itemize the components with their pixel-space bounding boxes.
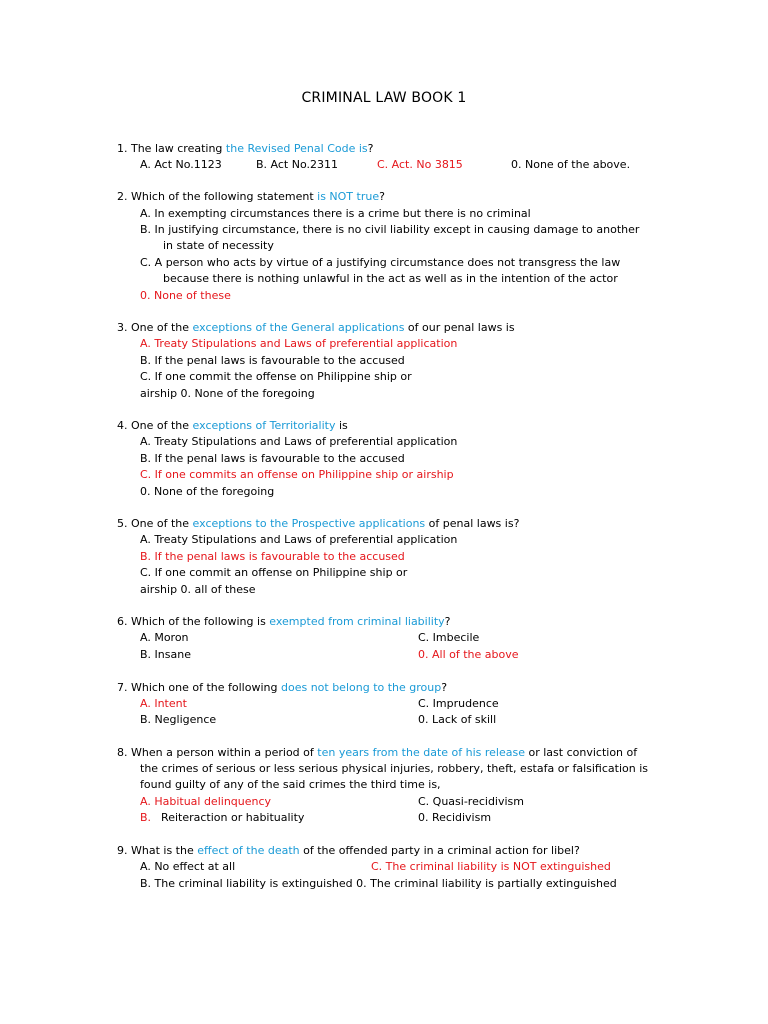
q6-option-a: A. Moron xyxy=(140,631,189,644)
question-3-end: of our penal laws is xyxy=(404,321,515,334)
q2-option-b-line2: in state of necessity xyxy=(163,239,274,252)
q7-option-d: 0. Lack of skill xyxy=(418,713,497,726)
question-5-end: of penal laws is? xyxy=(425,517,520,530)
question-2 xyxy=(117,190,385,204)
question-1 xyxy=(117,142,373,156)
q4-option-d: 0. None of the foregoing xyxy=(140,485,275,498)
q8-option-d: 0. Recidivism xyxy=(418,811,492,824)
q9-option-a: A. No effect at all xyxy=(140,860,236,873)
q3-option-a-answer: A. Treaty Stipulations and Laws of preferential application xyxy=(140,337,458,350)
question-4-highlight: exceptions of Territoriality xyxy=(192,419,336,432)
question-8-end: or last conviction of xyxy=(525,746,638,759)
question-5-highlight: exceptions to the Prospective applications xyxy=(192,517,426,530)
question-3 xyxy=(117,321,515,335)
q2-option-c-line2: because there is nothing unlawful in the act as well as in the intention of the actor xyxy=(163,272,618,285)
question-6-end: ? xyxy=(444,615,451,628)
q8-option-b-text: Reiteraction or habituality xyxy=(161,811,305,824)
question-7-text: 7. Which one of the following xyxy=(117,681,281,694)
q6-option-d-answer: 0. All of the above xyxy=(418,648,519,661)
q9-option-c-answer: C. The criminal liability is NOT extinguished xyxy=(371,860,611,873)
q1-option-b: B. Act No.2311 xyxy=(256,158,338,171)
question-3-text: 3. One of the xyxy=(117,321,193,334)
q5-option-a: A. Treaty Stipulations and Laws of preferential application xyxy=(140,533,458,546)
question-9-highlight: effect of the death xyxy=(197,844,300,857)
q8-option-a-answer: A. Habitual delinquency xyxy=(140,795,272,808)
question-1-highlight: the Revised Penal Code is xyxy=(225,142,368,155)
question-5 xyxy=(117,517,519,531)
q3-option-c-line1: C. If one commit the offense on Philippine ship or xyxy=(140,370,412,383)
q5-option-c-line2: airship 0. all of these xyxy=(140,583,256,596)
question-7 xyxy=(117,681,447,695)
question-8-line2: the crimes of serious or less serious physical injuries, robbery, theft, estafa or falsification is xyxy=(140,762,648,775)
page-title: CRIMINAL LAW BOOK 1 xyxy=(301,90,467,106)
q9-option-b-d: B. The criminal liability is extinguished 0. The criminal liability is partially extinguished xyxy=(140,877,617,890)
q5-option-b-answer: B. If the penal laws is favourable to the accused xyxy=(140,550,405,563)
question-4-text: 4. One of the xyxy=(117,419,193,432)
question-8 xyxy=(117,746,637,760)
q7-option-b: B. Negligence xyxy=(140,713,217,726)
q1-option-d: 0. None of the above. xyxy=(511,158,631,171)
q6-option-b: B. Insane xyxy=(140,648,191,661)
q2-option-b-line1: B. In justifying circumstance, there is no civil liability except in causing damage to another xyxy=(140,223,640,236)
question-9 xyxy=(117,844,580,858)
question-9-text: 9. What is the xyxy=(117,844,198,857)
q2-option-c-line1: C. A person who acts by virtue of a justifying circumstance does not transgress the law xyxy=(140,256,621,269)
question-2-highlight: is NOT true xyxy=(317,190,380,203)
question-8-highlight: ten years from the date of his release xyxy=(317,746,525,759)
q8-option-b-letter: B. xyxy=(140,811,152,824)
question-7-end: ? xyxy=(441,681,448,694)
q6-option-c: C. Imbecile xyxy=(418,631,480,644)
question-4 xyxy=(117,419,348,433)
question-6 xyxy=(117,615,451,629)
question-8-text: 8. When a person within a period of xyxy=(117,746,318,759)
question-8-line3: found guilty of any of the said crimes the third time is, xyxy=(140,778,441,791)
q3-option-b: B. If the penal laws is favourable to the accused xyxy=(140,354,405,367)
q4-option-a: A. Treaty Stipulations and Laws of preferential application xyxy=(140,435,458,448)
q2-option-d-answer: 0. None of these xyxy=(140,289,231,302)
q2-option-a: A. In exempting circumstances there is a crime but there is no criminal xyxy=(140,207,531,220)
q4-option-c-answer: C. If one commits an offense on Philippine ship or airship xyxy=(140,468,454,481)
q8-option-b xyxy=(140,811,304,825)
q4-option-b: B. If the penal laws is favourable to the accused xyxy=(140,452,405,465)
question-7-highlight: does not belong to the group xyxy=(280,681,442,694)
question-4-end: is xyxy=(335,419,348,432)
q7-option-c: C. Imprudence xyxy=(418,697,499,710)
question-2-text: 2. Which of the following statement xyxy=(117,190,318,203)
q1-option-c-answer: C. Act. No 3815 xyxy=(377,158,463,171)
question-6-text: 6. Which of the following is xyxy=(117,615,270,628)
q5-option-c-line1: C. If one commit an offense on Philippine ship or xyxy=(140,566,408,579)
question-9-end: of the offended party in a criminal action for libel? xyxy=(299,844,580,857)
question-2-end: ? xyxy=(379,190,385,203)
question-1-end: ? xyxy=(367,142,374,155)
question-1-text: 1. The law creating xyxy=(117,142,226,155)
q8-option-c: C. Quasi-recidivism xyxy=(418,795,525,808)
q1-option-a: A. Act No.1123 xyxy=(140,158,222,171)
question-6-highlight: exempted from criminal liability xyxy=(269,615,445,628)
q7-option-a-answer: A. Intent xyxy=(140,697,187,710)
q3-option-c-line2: airship 0. None of the foregoing xyxy=(140,387,315,400)
question-5-text: 5. One of the xyxy=(117,517,193,530)
question-3-highlight: exceptions of the General applications xyxy=(192,321,405,334)
